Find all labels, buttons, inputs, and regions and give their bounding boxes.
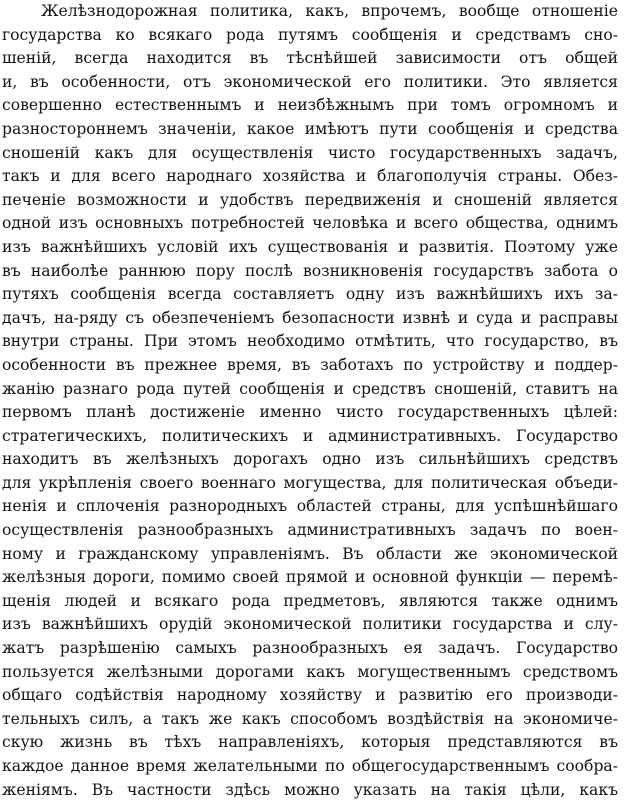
text-line: особенности въ прежнее время, въ заботахъ по устройству и поддер- — [2, 355, 618, 374]
text-line: общаго содѣйствія народному хозяйству и развитію его производи- — [2, 686, 618, 705]
text-line: ному и гражданскому управленіямъ. Въ области же экономической — [2, 544, 618, 563]
text-line: Желѣзнодорожная политика, какъ, впрочемъ, вообще отношеніе — [41, 2, 618, 20]
text-line: для укрѣпленія своего военнаго могущества, для политическая объеди- — [2, 473, 618, 492]
text-line: въ наиболѣе раннюю пору послѣ возникновенія государствъ забота о — [2, 261, 618, 280]
text-line: разностороннемъ значеніи, какое имѣютъ пути сообщенія и средства — [2, 119, 618, 138]
text-line: жанію разнаго рода путей сообщенія и средствъ сношеній, ставитъ на — [2, 379, 618, 398]
text-line: такъ и для всего народнаго хозяйства и благополучія страны. Обез- — [2, 167, 618, 186]
text-line: каждое данное время желательными по общегосударственнымъ сообра- — [2, 757, 618, 775]
text-line: изъ важнѣйшихъ условій ихъ существованія и развитія. Поэтому уже — [2, 237, 618, 256]
text-line: печеніе возможности и удобствъ передвиженія и сношеній является — [2, 190, 618, 209]
text-line: шеній, всегда находится въ тѣснѣйшей зависимости отъ общей — [2, 49, 618, 68]
text-line: пользуется желѣзными дорогами какъ могущественнымъ средствомъ — [2, 662, 618, 681]
text-line: сношеній какъ для осуществленія чисто государственныхъ задачъ, — [2, 143, 618, 162]
text-line: жатъ разрѣшенію самыхъ разнообразныхъ ея задачъ. Государство — [2, 639, 618, 658]
text-line: совершенно естественнымъ и неизбѣжнымъ при томъ огромномъ и — [2, 96, 618, 115]
body-paragraph — [2, 0, 618, 802]
text-line: скую жизнь въ тѣхъ направленіяхъ, которыя представляются въ — [2, 733, 618, 752]
text-line: стратегическихъ, политическихъ и административныхъ. Государство — [2, 426, 618, 445]
text-line: женіямъ. Въ частности здѣсь можно указать на такія цѣли, какъ — [2, 780, 618, 799]
text-line: изъ важнѣйшихъ орудій экономической политики государства и слу- — [2, 615, 618, 634]
text-line: ненія и сплоченія разнородныхъ областей страны, для успѣшнѣйшаго — [2, 497, 618, 516]
text-line: первомъ планѣ достиженіе именно чисто государственныхъ цѣлей: — [2, 403, 618, 422]
text-line: одной изъ основныхъ потребностей человѣка и всего общества, однимъ — [2, 214, 618, 233]
text-line: внутри страны. При этомъ необходимо отмѣтить, что государство, въ — [2, 332, 618, 351]
text-line: находитъ въ желѣзныхъ дорогахъ одно изъ сильнѣйшихъ средствъ — [2, 450, 618, 469]
text-line: государства ко всякаго рода путямъ сообщенія и средствамъ сно- — [2, 25, 618, 44]
text-line: желѣзныя дороги, помимо своей прямой и основной функціи — перемѣ- — [2, 568, 618, 587]
text-line: тельныхъ силъ, а такъ же какъ способомъ воздѣйствія на экономиче- — [2, 709, 618, 728]
text-line: осуществленія разнообразныхъ административныхъ задачъ по воен- — [2, 521, 618, 540]
text-line: и, въ особенности, отъ экономической его политики. Это является — [2, 72, 618, 91]
text-line: дачъ, на-ряду съ обезпеченіемъ безопасности извнѣ и суда и расправы — [2, 308, 618, 327]
text-line: щенія людей и всякаго рода предметовъ, являются также однимъ — [2, 591, 618, 610]
text-line: путяхъ сообщенія всегда составляетъ одну изъ важнѣйшихъ ихъ за- — [2, 285, 618, 304]
